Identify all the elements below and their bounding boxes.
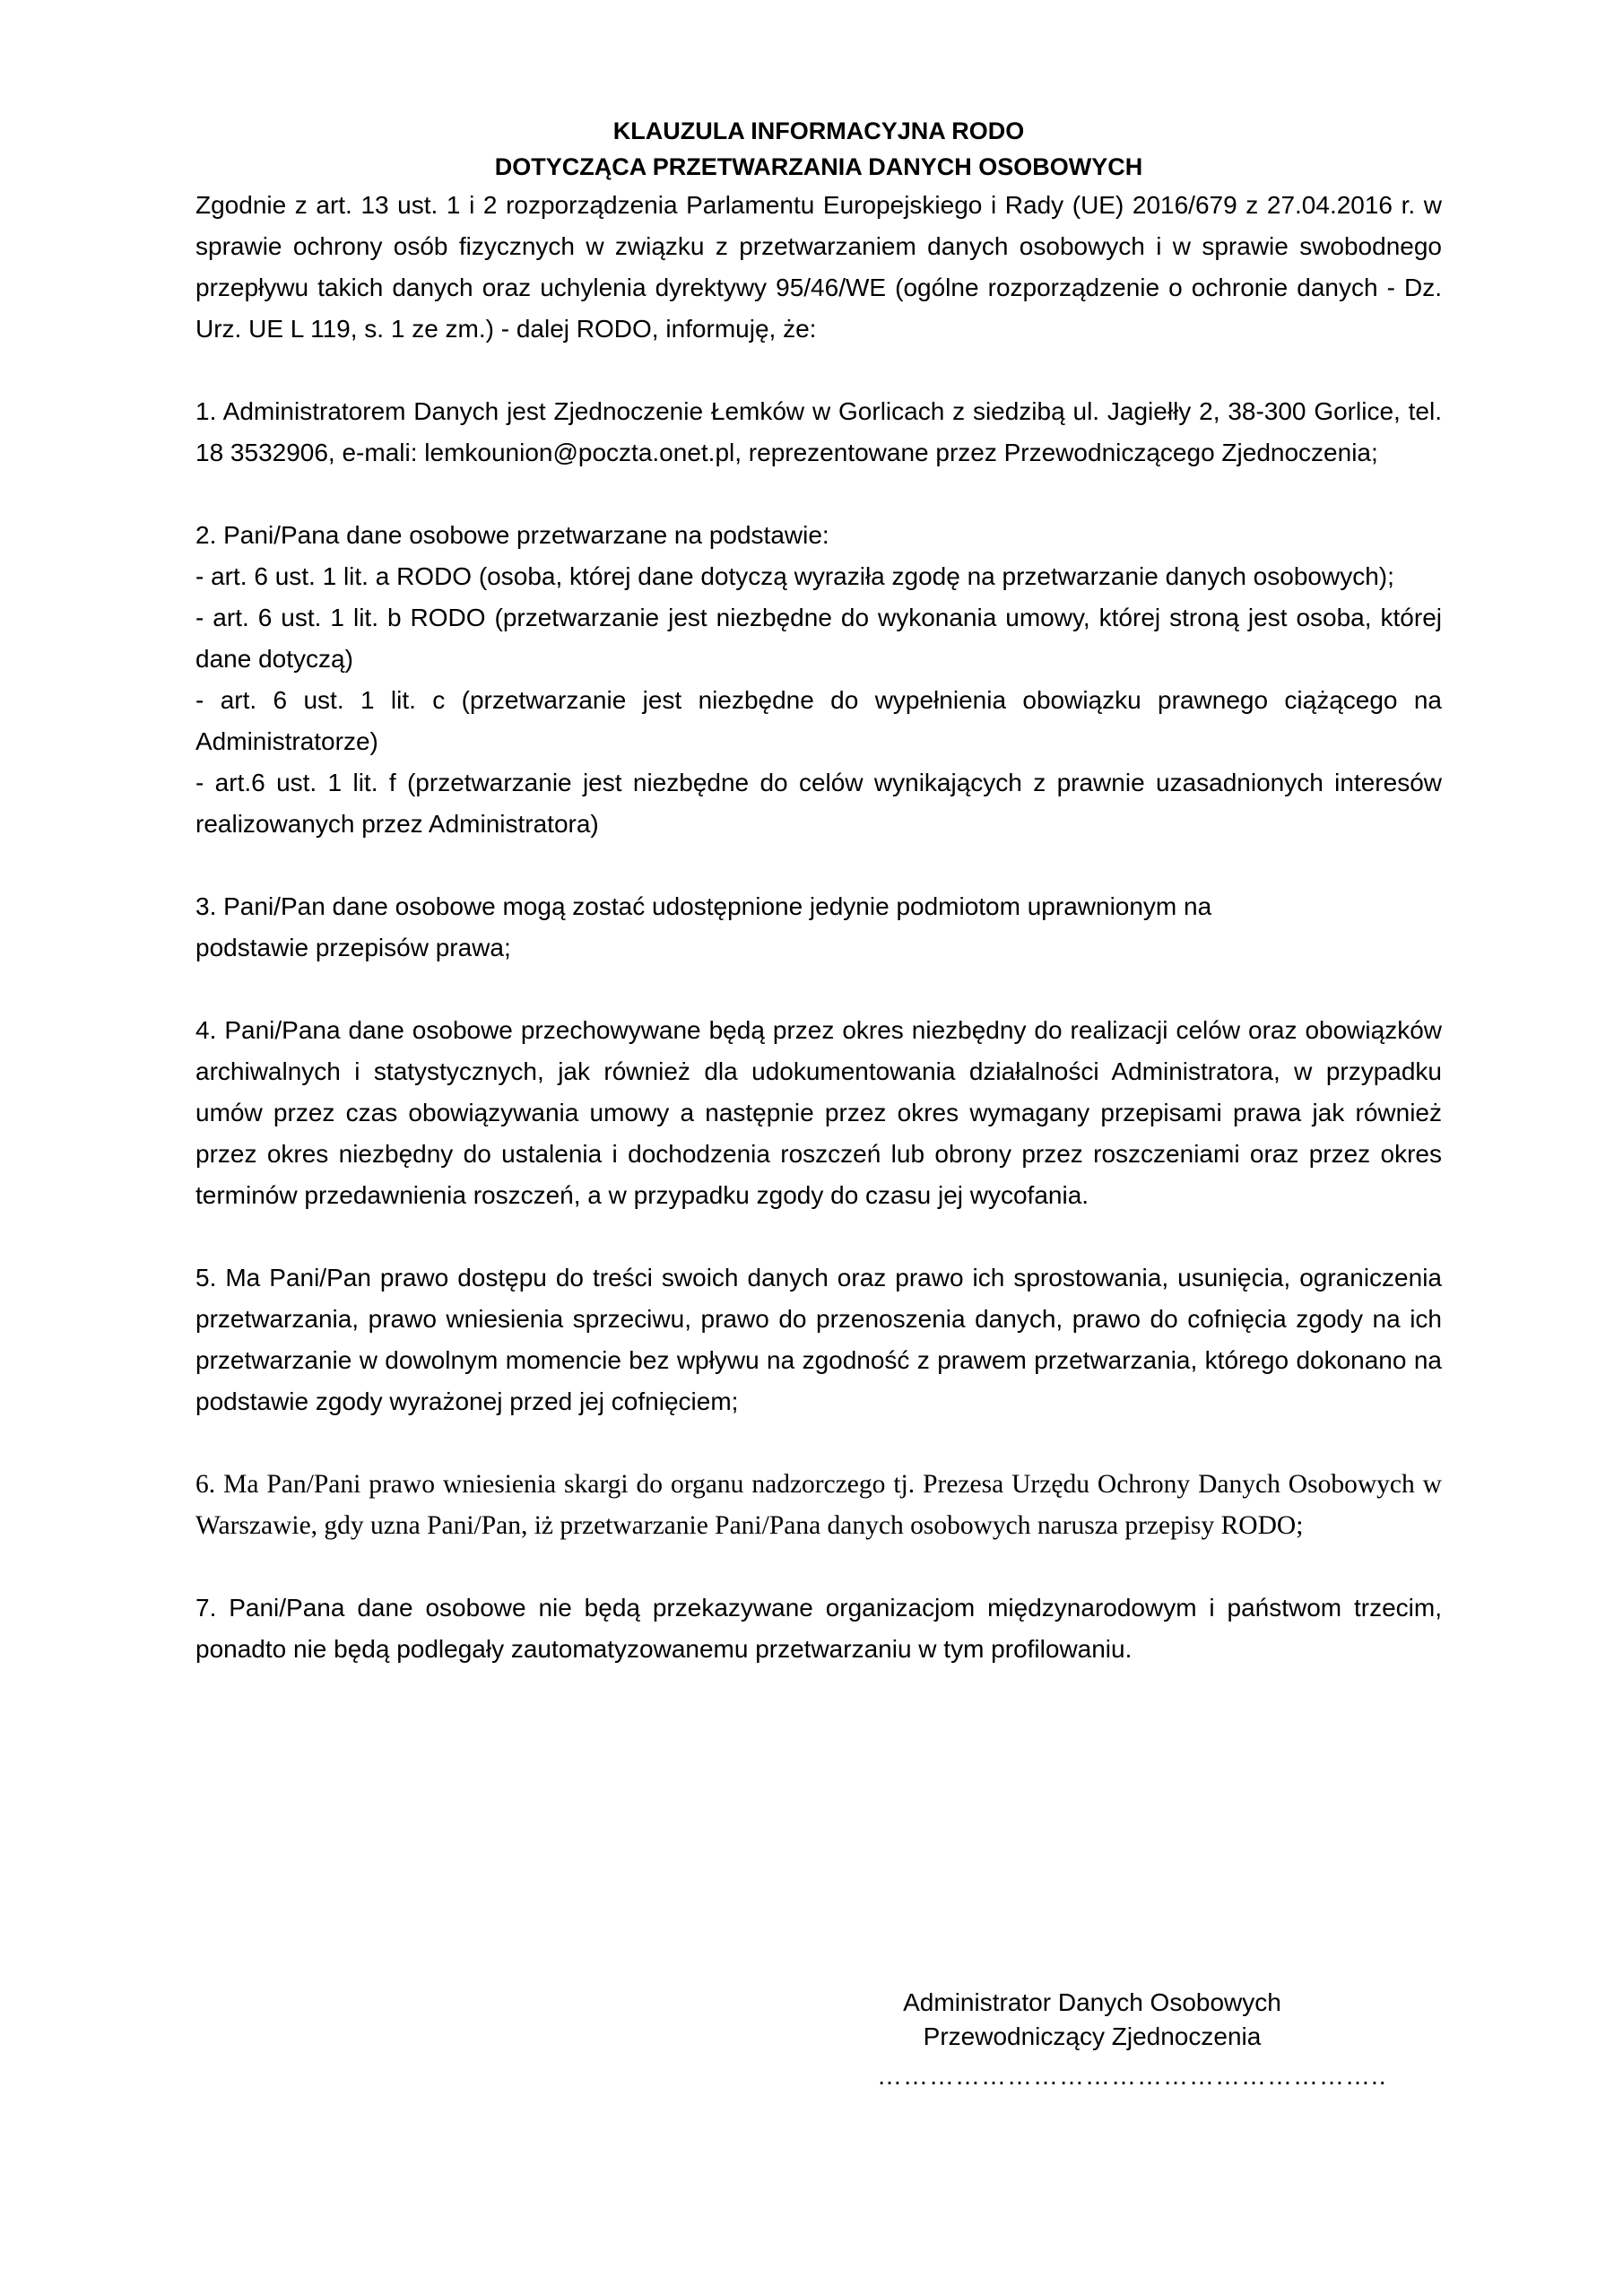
title-line-1: KLAUZULA INFORMACYJNA RODO — [612, 117, 1025, 144]
section-5-rights: 5. Ma Pani/Pan prawo dostępu do treści swoich danych oraz prawo ich sprostowania, usunięcia, ograniczenia przetwarzania, prawo wniesienia sprzeciwu, prawo do przenoszenia danych, prawo do cofnięcia zgody na ich przetwarzanie w dowolnym momencie bez wpływu na zgodność z prawem przetwarzania, którego dokonano na podstawie zgody wyrażonej przed jej cofnięciem; — [195, 1264, 1442, 1415]
section-4-retention: 4. Pani/Pana dane osobowe przechowywane będą przez okres niezbędny do realizacji celów oraz obowiązków archiwalnych i statystycznych, jak również dla udokumentowania działalności Administratora, w przypadku umów przez czas obowiązywania umowy a następnie przez okres wymagany przepisami prawa jak również przez okres niezbędny do ustalenia i dochodzenia roszczeń lub obrony przez roszczeniami oraz przez okres terminów przedawnienia roszczeń, a w przypadku zgody do czasu jej wycofania. — [195, 1016, 1442, 1209]
section-2-legal-basis — [195, 515, 1442, 845]
signature-title: Przewodniczący Zjednoczenia — [923, 2022, 1262, 2050]
legal-basis-item: - art. 6 ust. 1 lit. b RODO (przetwarzanie jest niezbędne do wykonania umowy, której stroną jest osoba, której dane dotyczą) — [195, 604, 1442, 673]
legal-basis-item: - art.6 ust. 1 lit. f (przetwarzanie jest niezbędne do celów wynikających z prawnie uzasadnionych interesów realizowanych przez Administratora) — [195, 769, 1442, 838]
legal-basis-item: - art. 6 ust. 1 lit. a RODO (osoba, której dane dotyczą wyraziła zgodę na przetwarzanie danych osobowych); — [195, 562, 1394, 590]
signature-role: Administrator Danych Osobowych — [903, 1988, 1281, 2016]
intro-paragraph: Zgodnie z art. 13 ust. 1 i 2 rozporządzenia Parlamentu Europejskiego i Rady (UE) 2016/679 z 27.04.2016 r. w sprawie ochrony osób fizycznych w związku z przetwarzaniem danych osobowych i w sprawie swobodnego przepływu takich danych oraz uchylenia dyrektywy 95/46/WE (ogólne rozporządzenie o ochronie danych - Dz. Urz. UE L 119, s. 1 ze zm.) - dalej RODO, informuję, że: — [195, 191, 1442, 343]
legal-basis-item: - art. 6 ust. 1 lit. c (przetwarzanie jest niezbędne do wypełnienia obowiązku prawnego ciążącego na Administratorze) — [195, 686, 1442, 755]
section-2-heading: 2. Pani/Pana dane osobowe przetwarzane na podstawie: — [195, 521, 829, 549]
section-7-transfers: 7. Pani/Pana dane osobowe nie będą przekazywane organizacjom międzynarodowym i państwom trzecim, ponadto nie będą podlegały zautomatyzowanemu przetwarzaniu w tym profilowaniu. — [195, 1594, 1442, 1663]
signature-block — [877, 1986, 1387, 2093]
section-3-recipients: 3. Pani/Pan dane osobowe mogą zostać udostępnione jedynie podmiotom uprawnionym na podstawie przepisów prawa; — [195, 892, 1212, 961]
document-page — [195, 113, 1442, 1670]
title-line-2: DOTYCZĄCA PRZETWARZANIA DANYCH OSOBOWYCH — [494, 153, 1143, 180]
section-6-complaint: 6. Ma Pan/Pani prawo wniesienia skargi do organu nadzorczego tj. Prezesa Urzędu Ochrony Danych Osobowych w Warszawie, gdy uzna Pani/Pan, iż przetwarzanie Pani/Pana danych osobowych narusza przepisy RODO; — [195, 1470, 1442, 1540]
section-1-administrator: 1. Administratorem Danych jest Zjednoczenie Łemków w Gorlicach z siedzibą ul. Jagiełły 2, 38-300 Gorlice, tel. 18 3532906, e-mali: lemkounion@poczta.onet.pl, reprezentowane przez Przewodniczącego Zjednoczenia; — [195, 397, 1442, 466]
signature-line: ………………………………………………….. — [877, 2062, 1387, 2090]
document-title — [195, 113, 1442, 185]
